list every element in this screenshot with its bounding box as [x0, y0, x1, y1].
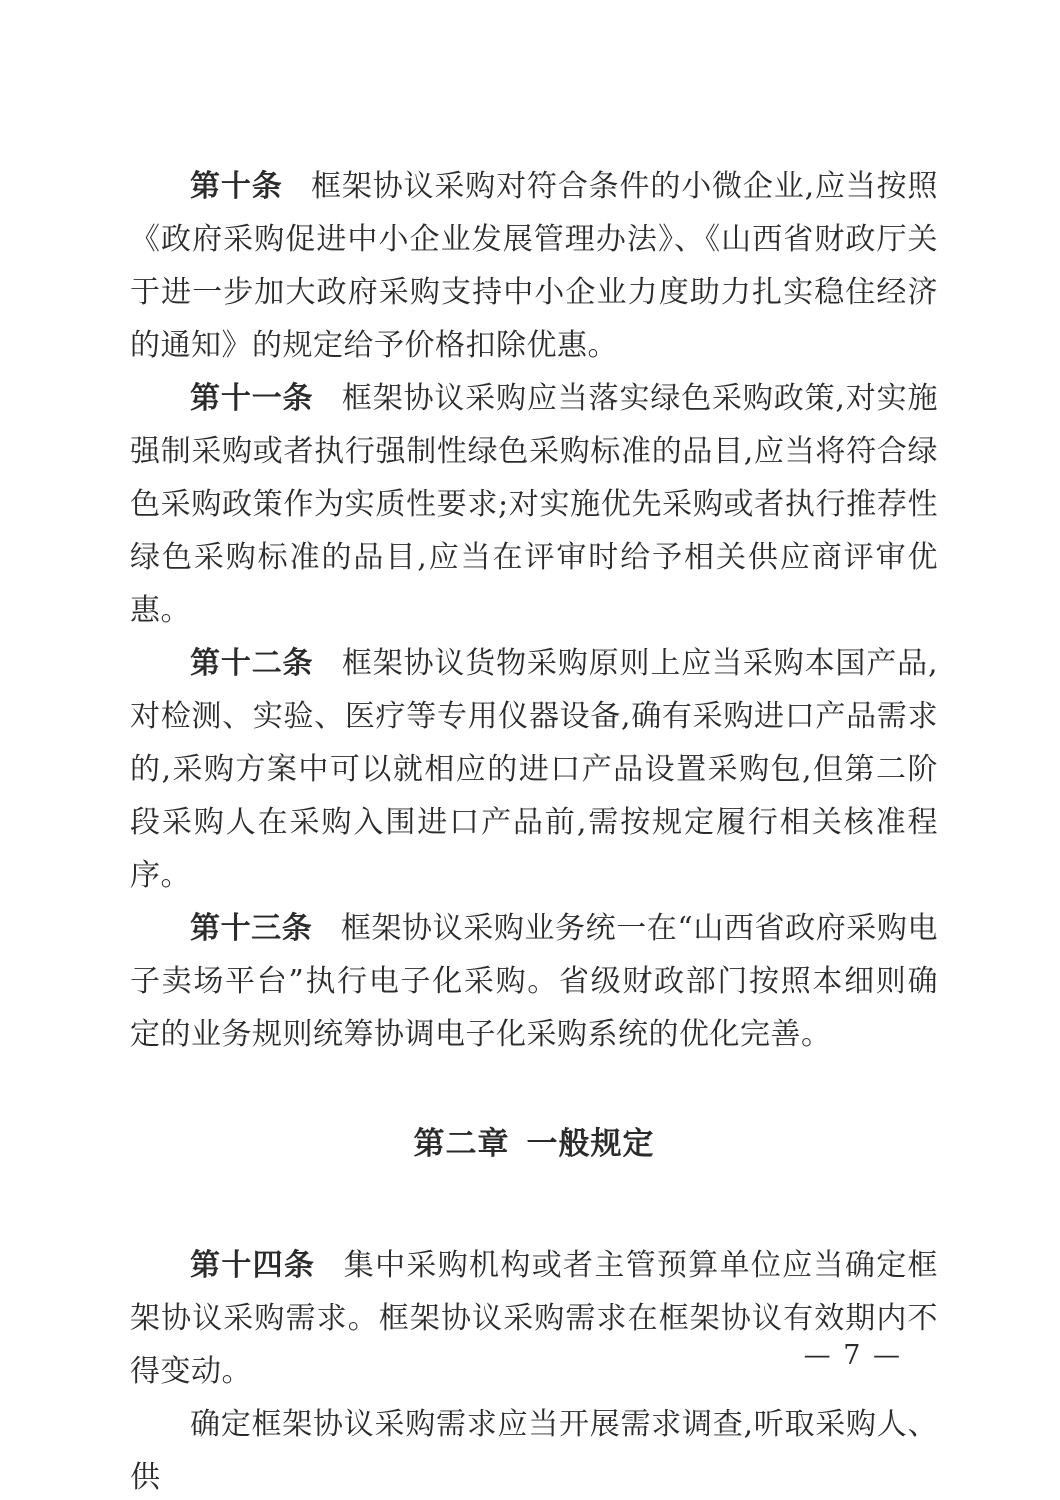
article-paragraph [130, 1239, 938, 1398]
article-text: 框架协议采购应当落实绿色采购政策,对实施强制采购或者执行强制性绿色采购标准的品目,应当将符合绿色采购政策作为实质性要求;对实施优先采购或者执行推荐性绿色采购标准的品目,应当在评审时给予相关供应商评审优惠。 [130, 381, 938, 628]
chapter-title: 一般规定 [526, 1126, 655, 1162]
article-paragraph [130, 902, 938, 1061]
article-text: 框架协议采购对符合条件的小微企业,应当按照《政府采购促进中小企业发展管理办法》、《山西省财政厅关于进一步加大政府采购支持中小企业力度助力扎实稳住经济的通知》的规定给予价格扣除优惠。 [130, 169, 938, 363]
article-number: 第十二条 [190, 646, 314, 681]
article-paragraph [130, 372, 938, 637]
article-paragraph [130, 160, 938, 372]
article-text: 集中采购机构或者主管预算单位应当确定框架协议采购需求。框架协议采购需求在框架协议有效期内不得变动。 [130, 1248, 939, 1389]
article-number: 第十四条 [190, 1248, 316, 1283]
article-text: 确定框架协议采购需求应当开展需求调查,听取采购人、供 [130, 1407, 938, 1495]
chapter-heading [130, 1118, 938, 1171]
document-body [130, 160, 938, 1500]
article-number: 第十三条 [190, 911, 313, 946]
article-number: 第十一条 [190, 381, 314, 416]
page-number: — 7 — [803, 1340, 902, 1371]
chapter-label: 第二章 [413, 1126, 510, 1162]
article-paragraph [130, 637, 938, 902]
continuation-paragraph [130, 1398, 938, 1500]
article-text: 框架协议采购业务统一在“山西省政府采购电子卖场平台”执行电子化采购。省级财政部门按照本细则确定的业务规则统筹协调电子化采购系统的优化完善。 [130, 911, 938, 1052]
article-number: 第十条 [190, 169, 283, 204]
article-text: 框架协议货物采购原则上应当采购本国产品,对检测、实验、医疗等专用仪器设备,确有采购进口产品需求的,采购方案中可以就相应的进口产品设置采购包,但第二阶段采购人在采购入围进口产品前,需按规定履行相关核准程序。 [130, 646, 938, 893]
